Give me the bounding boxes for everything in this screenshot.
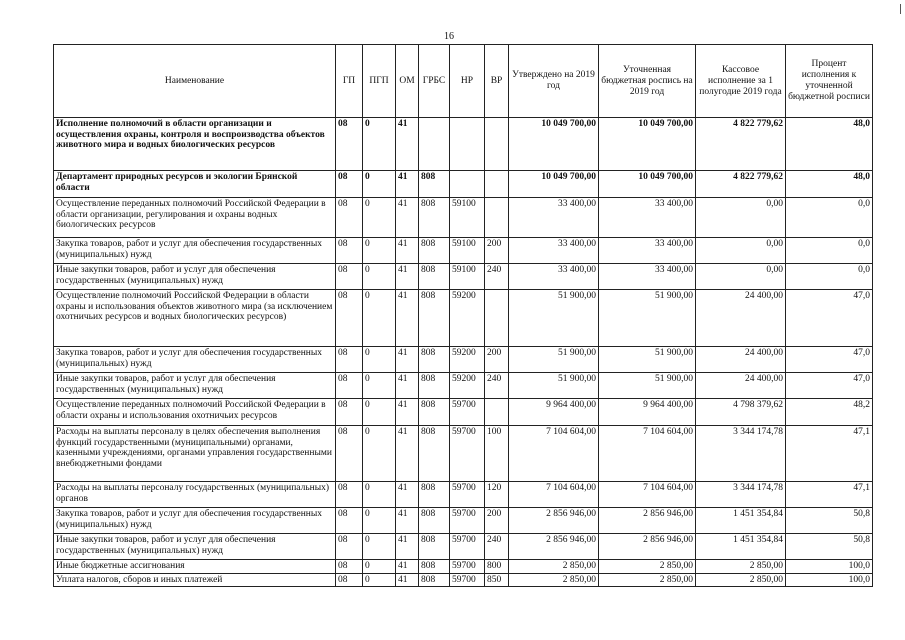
row-approved: 33 400,00 [509,264,599,290]
row-gp: 08 [336,290,363,347]
row-percent: 48,2 [786,399,873,426]
header-name: Наименование [54,45,336,118]
row-ppgp: 0 [363,264,396,290]
row-np: 59700 [450,508,485,534]
row-grbs: 808 [419,560,450,574]
row-vr: 200 [485,508,509,534]
row-om: 41 [396,264,419,290]
row-name: Уплата налогов, сборов и иных платежей [54,573,336,587]
row-name: Закупка товаров, работ и услуг для обеспечения государственных (муниципальных) нужд [54,238,336,264]
row-vr: 240 [485,534,509,560]
row-approved: 51 900,00 [509,347,599,373]
row-gp: 08 [336,399,363,426]
row-name: Осуществление переданных полномочий Российской Федерации в области охраны и использования охотничьих ресурсов [54,399,336,426]
row-percent: 47,0 [786,290,873,347]
table-row [54,238,873,264]
row-cash: 2 850,00 [696,573,786,587]
row-ppgp: 0 [363,426,396,482]
row-cash: 0,00 [696,264,786,290]
row-gp: 08 [336,238,363,264]
row-gp: 08 [336,198,363,238]
row-ppgp: 0 [363,198,396,238]
row-percent: 47,0 [786,373,873,399]
row-cash: 3 344 174,78 [696,482,786,508]
row-approved: 2 856 946,00 [509,508,599,534]
row-vr [485,399,509,426]
row-cash: 24 400,00 [696,347,786,373]
row-vr: 800 [485,560,509,574]
header-np: НР [450,45,485,118]
row-name: Иные закупки товаров, работ и услуг для обеспечения государственных (муниципальных) нужд [54,264,336,290]
table-body [54,118,873,587]
row-approved: 10 049 700,00 [509,118,599,171]
budget-table [53,44,873,587]
row-cash: 4 822 779,62 [696,118,786,171]
row-gp: 08 [336,118,363,171]
row-grbs: 808 [419,426,450,482]
row-percent: 47,1 [786,482,873,508]
row-refined: 51 900,00 [599,373,696,399]
row-gp: 08 [336,534,363,560]
row-vr: 200 [485,347,509,373]
row-refined: 10 049 700,00 [599,118,696,171]
header-om: ОМ [396,45,419,118]
row-np [450,118,485,171]
row-om: 41 [396,347,419,373]
row-gp: 08 [336,171,363,198]
row-om: 41 [396,399,419,426]
row-gp: 08 [336,426,363,482]
row-approved: 2 850,00 [509,560,599,574]
row-np: 59200 [450,373,485,399]
row-percent: 50,8 [786,534,873,560]
table-row [54,426,873,482]
row-refined: 33 400,00 [599,238,696,264]
header-refined: Уточненная бюджетная роспись на 2019 год [599,45,696,118]
row-approved: 2 856 946,00 [509,534,599,560]
table-row [54,198,873,238]
row-cash: 0,00 [696,238,786,264]
table-row [54,373,873,399]
row-ppgp: 0 [363,560,396,574]
row-ppgp: 0 [363,482,396,508]
row-approved: 7 104 604,00 [509,426,599,482]
row-ppgp: 0 [363,290,396,347]
row-grbs: 808 [419,482,450,508]
row-np: 59100 [450,198,485,238]
header-row [54,45,873,118]
row-percent: 0,0 [786,264,873,290]
row-cash: 1 451 354,84 [696,508,786,534]
row-refined: 51 900,00 [599,290,696,347]
header-gp: ГП [336,45,363,118]
table-row [54,290,873,347]
row-approved: 33 400,00 [509,238,599,264]
row-approved: 51 900,00 [509,373,599,399]
header-ppgp: ПГП [363,45,396,118]
table-row [54,573,873,587]
row-approved: 33 400,00 [509,198,599,238]
row-cash: 4 798 379,62 [696,399,786,426]
row-ppgp: 0 [363,573,396,587]
row-ppgp: 0 [363,238,396,264]
row-vr [485,198,509,238]
row-vr: 850 [485,573,509,587]
row-ppgp: 0 [363,508,396,534]
table-row [54,482,873,508]
row-cash: 0,00 [696,198,786,238]
row-gp: 08 [336,508,363,534]
page-number: 16 [444,31,454,42]
row-vr: 240 [485,264,509,290]
row-np: 59700 [450,560,485,574]
row-grbs: 808 [419,264,450,290]
row-ppgp: 0 [363,171,396,198]
row-percent: 50,8 [786,508,873,534]
header-grbs: ГРБС [419,45,450,118]
row-om: 41 [396,482,419,508]
row-percent: 48,0 [786,118,873,171]
row-refined: 7 104 604,00 [599,482,696,508]
row-om: 41 [396,508,419,534]
row-om: 41 [396,534,419,560]
row-refined: 10 049 700,00 [599,171,696,198]
row-name: Расходы на выплаты персоналу государственных (муниципальных) органов [54,482,336,508]
row-grbs: 808 [419,238,450,264]
row-vr [485,290,509,347]
row-np: 59700 [450,399,485,426]
row-cash: 1 451 354,84 [696,534,786,560]
row-percent: 0,0 [786,238,873,264]
row-percent: 47,0 [786,347,873,373]
row-om: 41 [396,118,419,171]
row-cash: 24 400,00 [696,290,786,347]
row-name: Иные закупки товаров, работ и услуг для обеспечения государственных (муниципальных) нужд [54,373,336,399]
row-om: 41 [396,426,419,482]
row-ppgp: 0 [363,118,396,171]
row-ppgp: 0 [363,534,396,560]
row-ppgp: 0 [363,373,396,399]
table-row [54,508,873,534]
header-approved: Утверждено на 2019 год [509,45,599,118]
row-np: 59100 [450,264,485,290]
row-gp: 08 [336,373,363,399]
row-ppgp: 0 [363,347,396,373]
row-vr: 100 [485,426,509,482]
row-name: Иные бюджетные ассигнования [54,560,336,574]
row-grbs: 808 [419,508,450,534]
row-name: Осуществление полномочий Российской Федерации в области охраны и использования объектов животного мира (за исключением охотничьих ресурсов и водных биологических ресурсов) [54,290,336,347]
row-refined: 2 856 946,00 [599,508,696,534]
row-np: 59700 [450,534,485,560]
row-om: 41 [396,373,419,399]
row-np: 59200 [450,290,485,347]
row-gp: 08 [336,264,363,290]
row-om: 41 [396,573,419,587]
row-gp: 08 [336,573,363,587]
row-om: 41 [396,198,419,238]
scan-mark [900,4,901,14]
row-approved: 7 104 604,00 [509,482,599,508]
row-np: 59200 [450,347,485,373]
table-row [54,560,873,574]
row-name: Расходы на выплаты персоналу в целях обеспечения выполнения функций государственными (муниципальными) органами, казенными учреждениями, органами управления государственными внебюджетными фондами [54,426,336,482]
table-row [54,264,873,290]
row-vr [485,118,509,171]
row-grbs: 808 [419,399,450,426]
row-grbs: 808 [419,171,450,198]
row-grbs: 808 [419,347,450,373]
row-gp: 08 [336,347,363,373]
row-refined: 7 104 604,00 [599,426,696,482]
row-cash: 4 822 779,62 [696,171,786,198]
header-percent: Процент исполнения к уточненной бюджетной росписи [786,45,873,118]
row-om: 41 [396,238,419,264]
row-grbs: 808 [419,198,450,238]
row-refined: 2 850,00 [599,573,696,587]
table-row [54,534,873,560]
row-np: 59700 [450,482,485,508]
row-om: 41 [396,560,419,574]
row-approved: 9 964 400,00 [509,399,599,426]
row-np: 59700 [450,573,485,587]
row-np: 59100 [450,238,485,264]
row-percent: 47,1 [786,426,873,482]
row-vr: 240 [485,373,509,399]
row-percent: 100,0 [786,573,873,587]
row-grbs: 808 [419,534,450,560]
row-name: Закупка товаров, работ и услуг для обеспечения государственных (муниципальных) нужд [54,508,336,534]
table-row [54,399,873,426]
row-refined: 2 850,00 [599,560,696,574]
row-name: Исполнение полномочий в области организации и осуществления охраны, контроля и воспроизводства объектов животного мира и водных биологических ресурсов [54,118,336,171]
row-cash: 24 400,00 [696,373,786,399]
row-refined: 51 900,00 [599,347,696,373]
row-approved: 2 850,00 [509,573,599,587]
header-vr: ВР [485,45,509,118]
table-row [54,347,873,373]
row-om: 41 [396,171,419,198]
row-approved: 10 049 700,00 [509,171,599,198]
row-gp: 08 [336,482,363,508]
row-percent: 48,0 [786,171,873,198]
row-approved: 51 900,00 [509,290,599,347]
row-grbs: 808 [419,373,450,399]
row-cash: 3 344 174,78 [696,426,786,482]
row-refined: 2 856 946,00 [599,534,696,560]
row-ppgp: 0 [363,399,396,426]
row-np [450,171,485,198]
row-refined: 9 964 400,00 [599,399,696,426]
row-name: Закупка товаров, работ и услуг для обеспечения государственных (муниципальных) нужд [54,347,336,373]
table-row [54,171,873,198]
row-name: Иные закупки товаров, работ и услуг для обеспечения государственных (муниципальных) нужд [54,534,336,560]
row-name: Осуществление переданных полномочий Российской Федерации в области организации, регулирования и охраны водных биологических ресурсов [54,198,336,238]
row-np: 59700 [450,426,485,482]
row-vr: 120 [485,482,509,508]
row-grbs: 808 [419,290,450,347]
row-cash: 2 850,00 [696,560,786,574]
row-vr: 200 [485,238,509,264]
row-refined: 33 400,00 [599,264,696,290]
row-grbs [419,118,450,171]
table-row [54,118,873,171]
row-name: Департамент природных ресурсов и экологии Брянской области [54,171,336,198]
row-percent: 100,0 [786,560,873,574]
row-om: 41 [396,290,419,347]
row-refined: 33 400,00 [599,198,696,238]
header-cash: Кассовое исполнение за 1 полугодие 2019 года [696,45,786,118]
row-gp: 08 [336,560,363,574]
row-grbs: 808 [419,573,450,587]
row-percent: 0,0 [786,198,873,238]
row-vr [485,171,509,198]
